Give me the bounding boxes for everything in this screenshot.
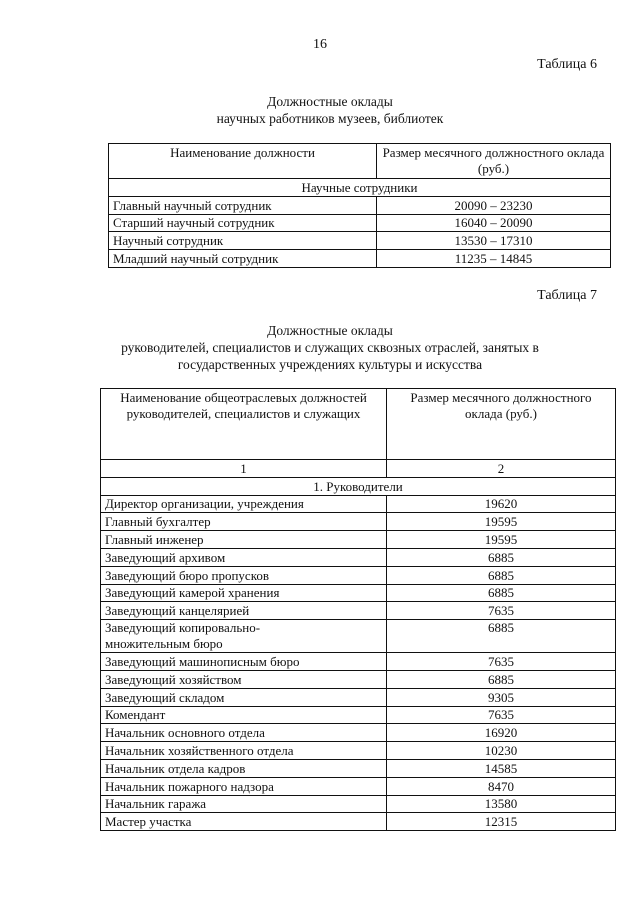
position-name: Главный научный сотрудник bbox=[109, 196, 377, 214]
table-row bbox=[101, 670, 616, 688]
table-row bbox=[101, 653, 616, 671]
position-name: Начальник гаража bbox=[101, 795, 387, 813]
salary-value: 6885 bbox=[387, 620, 616, 653]
position-name: Заведующий копировально-множительным бюро bbox=[101, 620, 387, 653]
position-name: Комендант bbox=[101, 706, 387, 724]
table7-title-line3: государственных учреждениях культуры и искусства bbox=[177, 357, 483, 372]
table7-col2-header: Размер месячного должностного оклада (руб.) bbox=[387, 389, 616, 460]
position-name: Заведующий хозяйством bbox=[101, 670, 387, 688]
page-number: 16 bbox=[313, 37, 327, 52]
position-name: Заведующий камерой хранения bbox=[101, 584, 387, 602]
salary-value: 20090 – 23230 bbox=[377, 196, 611, 214]
position-name: Главный инженер bbox=[101, 531, 387, 549]
table-row bbox=[101, 620, 616, 653]
salary-value: 7635 bbox=[387, 653, 616, 671]
salary-value: 7635 bbox=[387, 706, 616, 724]
salary-value: 6885 bbox=[387, 670, 616, 688]
table-row bbox=[101, 813, 616, 831]
table7-col1-number: 1 bbox=[101, 460, 387, 478]
position-name: Старший научный сотрудник bbox=[109, 214, 377, 232]
table-row bbox=[101, 724, 616, 742]
salary-value: 14585 bbox=[387, 759, 616, 777]
salary-value: 13580 bbox=[387, 795, 616, 813]
table-row bbox=[101, 777, 616, 795]
table7 bbox=[100, 388, 616, 831]
table-row bbox=[101, 706, 616, 724]
position-name: Заведующий бюро пропусков bbox=[101, 566, 387, 584]
table7-title-line2: руководителей, специалистов и служащих сквозных отраслей, занятых в bbox=[121, 340, 539, 355]
salary-value: 12315 bbox=[387, 813, 616, 831]
position-name: Директор организации, учреждения bbox=[101, 495, 387, 513]
position-name: Заведующий канцелярией bbox=[101, 602, 387, 620]
table-row bbox=[109, 196, 611, 214]
table7-title bbox=[60, 322, 600, 373]
table6-title bbox=[60, 93, 600, 127]
table6-col2-header: Размер месячного должностного оклада (руб.) bbox=[377, 144, 611, 179]
position-name: Заведующий архивом bbox=[101, 548, 387, 566]
table-row bbox=[101, 795, 616, 813]
position-name: Научный сотрудник bbox=[109, 232, 377, 250]
table7-col1-header: Наименование общеотраслевых должностей руководителей, специалистов и служащих bbox=[101, 389, 387, 460]
table-row bbox=[101, 688, 616, 706]
table-row bbox=[101, 548, 616, 566]
salary-value: 11235 – 14845 bbox=[377, 250, 611, 268]
table-row bbox=[101, 742, 616, 760]
position-name: Заведующий складом bbox=[101, 688, 387, 706]
table6-col1-header: Наименование должности bbox=[109, 144, 377, 179]
table-row bbox=[109, 214, 611, 232]
table-row bbox=[101, 513, 616, 531]
salary-value: 13530 – 17310 bbox=[377, 232, 611, 250]
salary-value: 19595 bbox=[387, 531, 616, 549]
position-name: Начальник отдела кадров bbox=[101, 759, 387, 777]
salary-value: 6885 bbox=[387, 548, 616, 566]
table6-label: Таблица 6 bbox=[537, 57, 597, 72]
position-name: Главный бухгалтер bbox=[101, 513, 387, 531]
position-name: Начальник пожарного надзора bbox=[101, 777, 387, 795]
salary-value: 16040 – 20090 bbox=[377, 214, 611, 232]
table7-label: Таблица 7 bbox=[537, 288, 597, 303]
table7-col2-number: 2 bbox=[387, 460, 616, 478]
table6-title-line1: Должностные оклады bbox=[267, 94, 393, 109]
table7-title-line1: Должностные оклады bbox=[267, 323, 393, 338]
position-name: Мастер участка bbox=[101, 813, 387, 831]
table-row bbox=[109, 250, 611, 268]
salary-value: 7635 bbox=[387, 602, 616, 620]
table6-title-line2: научных работников музеев, библиотек bbox=[216, 111, 444, 126]
position-name: Начальник основного отдела bbox=[101, 724, 387, 742]
salary-value: 19620 bbox=[387, 495, 616, 513]
table-row bbox=[101, 602, 616, 620]
position-name: Начальник хозяйственного отдела bbox=[101, 742, 387, 760]
salary-value: 6885 bbox=[387, 584, 616, 602]
table-row bbox=[101, 584, 616, 602]
table-row bbox=[109, 232, 611, 250]
position-name: Заведующий машинописным бюро bbox=[101, 653, 387, 671]
position-name: Младший научный сотрудник bbox=[109, 250, 377, 268]
table7-section: 1. Руководители bbox=[101, 477, 616, 495]
table6-section: Научные сотрудники bbox=[109, 179, 611, 197]
table-row bbox=[101, 566, 616, 584]
salary-value: 8470 bbox=[387, 777, 616, 795]
salary-value: 10230 bbox=[387, 742, 616, 760]
salary-value: 16920 bbox=[387, 724, 616, 742]
table-row bbox=[101, 495, 616, 513]
table-row bbox=[101, 531, 616, 549]
salary-value: 19595 bbox=[387, 513, 616, 531]
salary-value: 6885 bbox=[387, 566, 616, 584]
salary-value: 9305 bbox=[387, 688, 616, 706]
table-row bbox=[101, 759, 616, 777]
table6 bbox=[108, 143, 611, 268]
